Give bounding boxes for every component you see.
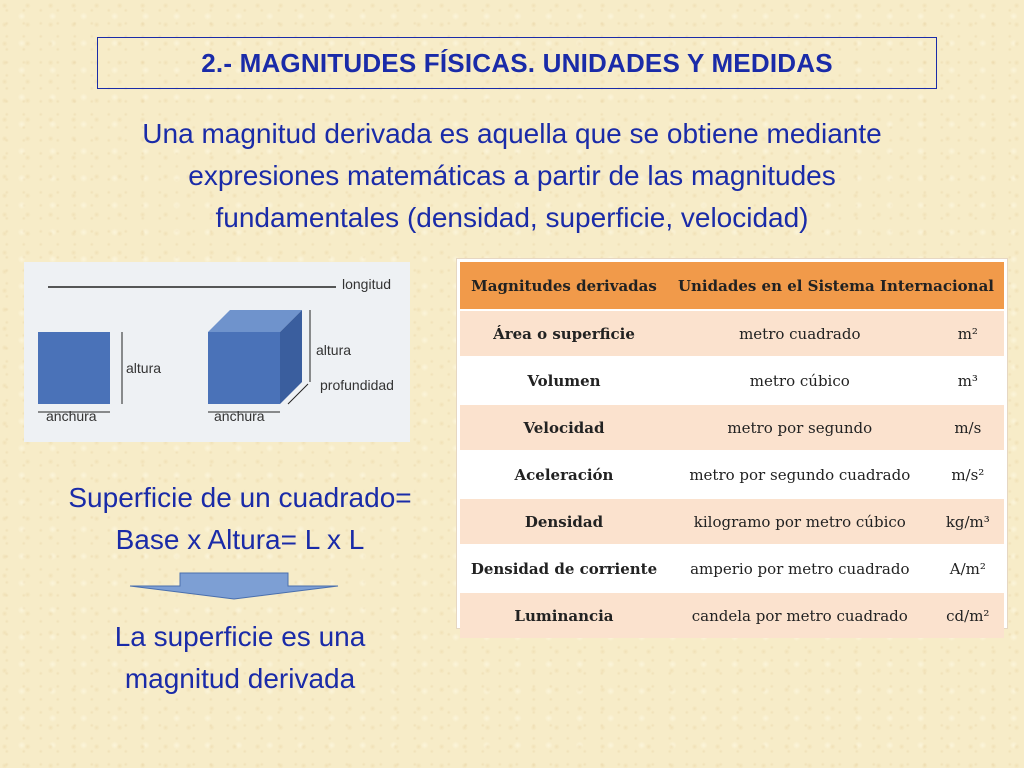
label-anchura-square: anchura: [46, 408, 97, 424]
table-cell-magnitude: Densidad: [460, 498, 668, 545]
intro-line: Una magnitud derivada es aquella que se obtiene mediante: [142, 118, 882, 149]
table-cell-magnitude: Volumen: [460, 357, 668, 404]
table-cell-unit: metro por segundo: [668, 404, 932, 451]
table-row: [460, 310, 1004, 357]
conclusion-text: [40, 616, 440, 700]
table-cell-unit: kilogramo por metro cúbico: [668, 498, 932, 545]
label-longitud: longitud: [342, 276, 392, 292]
header-magnitudes: Magnitudes derivadas: [460, 262, 668, 310]
table-cell-unit: metro por segundo cuadrado: [668, 451, 932, 498]
table-header-row: [460, 262, 1004, 310]
table-cell-symbol: kg/m³: [932, 498, 1004, 545]
derived-units-table-frame: [456, 258, 1008, 629]
square-shape: [38, 332, 110, 404]
formula-line: Base x Altura= L x L: [115, 524, 365, 555]
title-box: [97, 37, 937, 89]
table-cell-symbol: cd/m²: [932, 592, 1004, 638]
label-profundidad: profundidad: [320, 377, 394, 393]
down-arrow-icon: [128, 572, 340, 600]
superficie-formula: [20, 477, 460, 561]
table-row: [460, 451, 1004, 498]
table-cell-unit: amperio por metro cuadrado: [668, 545, 932, 592]
table-cell-magnitude: Área o superficie: [460, 310, 668, 357]
table-row: [460, 545, 1004, 592]
table-cell-symbol: A/m²: [932, 545, 1004, 592]
label-anchura-cube: anchura: [214, 408, 265, 424]
derived-units-table: [460, 262, 1004, 638]
dimensions-figure: [24, 262, 410, 442]
table-row: [460, 592, 1004, 638]
table-cell-magnitude: Aceleración: [460, 451, 668, 498]
table-cell-magnitude: Luminancia: [460, 592, 668, 638]
table-cell-unit: metro cúbico: [668, 357, 932, 404]
formula-line: Superficie de un cuadrado=: [68, 482, 412, 513]
intro-line: expresiones matemáticas a partir de las magnitudes: [188, 160, 836, 191]
intro-line: fundamentales (densidad, superficie, velocidad): [215, 202, 809, 233]
table-cell-magnitude: Velocidad: [460, 404, 668, 451]
page-title: 2.- MAGNITUDES FÍSICAS. UNIDADES Y MEDIDAS: [201, 47, 833, 78]
table-cell-magnitude: Densidad de corriente: [460, 545, 668, 592]
label-altura-square: altura: [126, 360, 162, 376]
table-cell-symbol: m/s: [932, 404, 1004, 451]
table-cell-unit: metro cuadrado: [668, 310, 932, 357]
table-cell-symbol: m³: [932, 357, 1004, 404]
label-altura-cube: altura: [316, 342, 352, 358]
intro-paragraph: [40, 113, 984, 239]
header-unidades: Unidades en el Sistema Internacional: [668, 262, 1004, 310]
table-row: [460, 498, 1004, 545]
table-row: [460, 357, 1004, 404]
table-cell-symbol: m²: [932, 310, 1004, 357]
conclusion-line: magnitud derivada: [124, 663, 356, 694]
cube-front: [208, 332, 280, 404]
conclusion-line: La superficie es una: [114, 621, 366, 652]
table-row: [460, 404, 1004, 451]
table-cell-unit: candela por metro cuadrado: [668, 592, 932, 638]
table-cell-symbol: m/s²: [932, 451, 1004, 498]
